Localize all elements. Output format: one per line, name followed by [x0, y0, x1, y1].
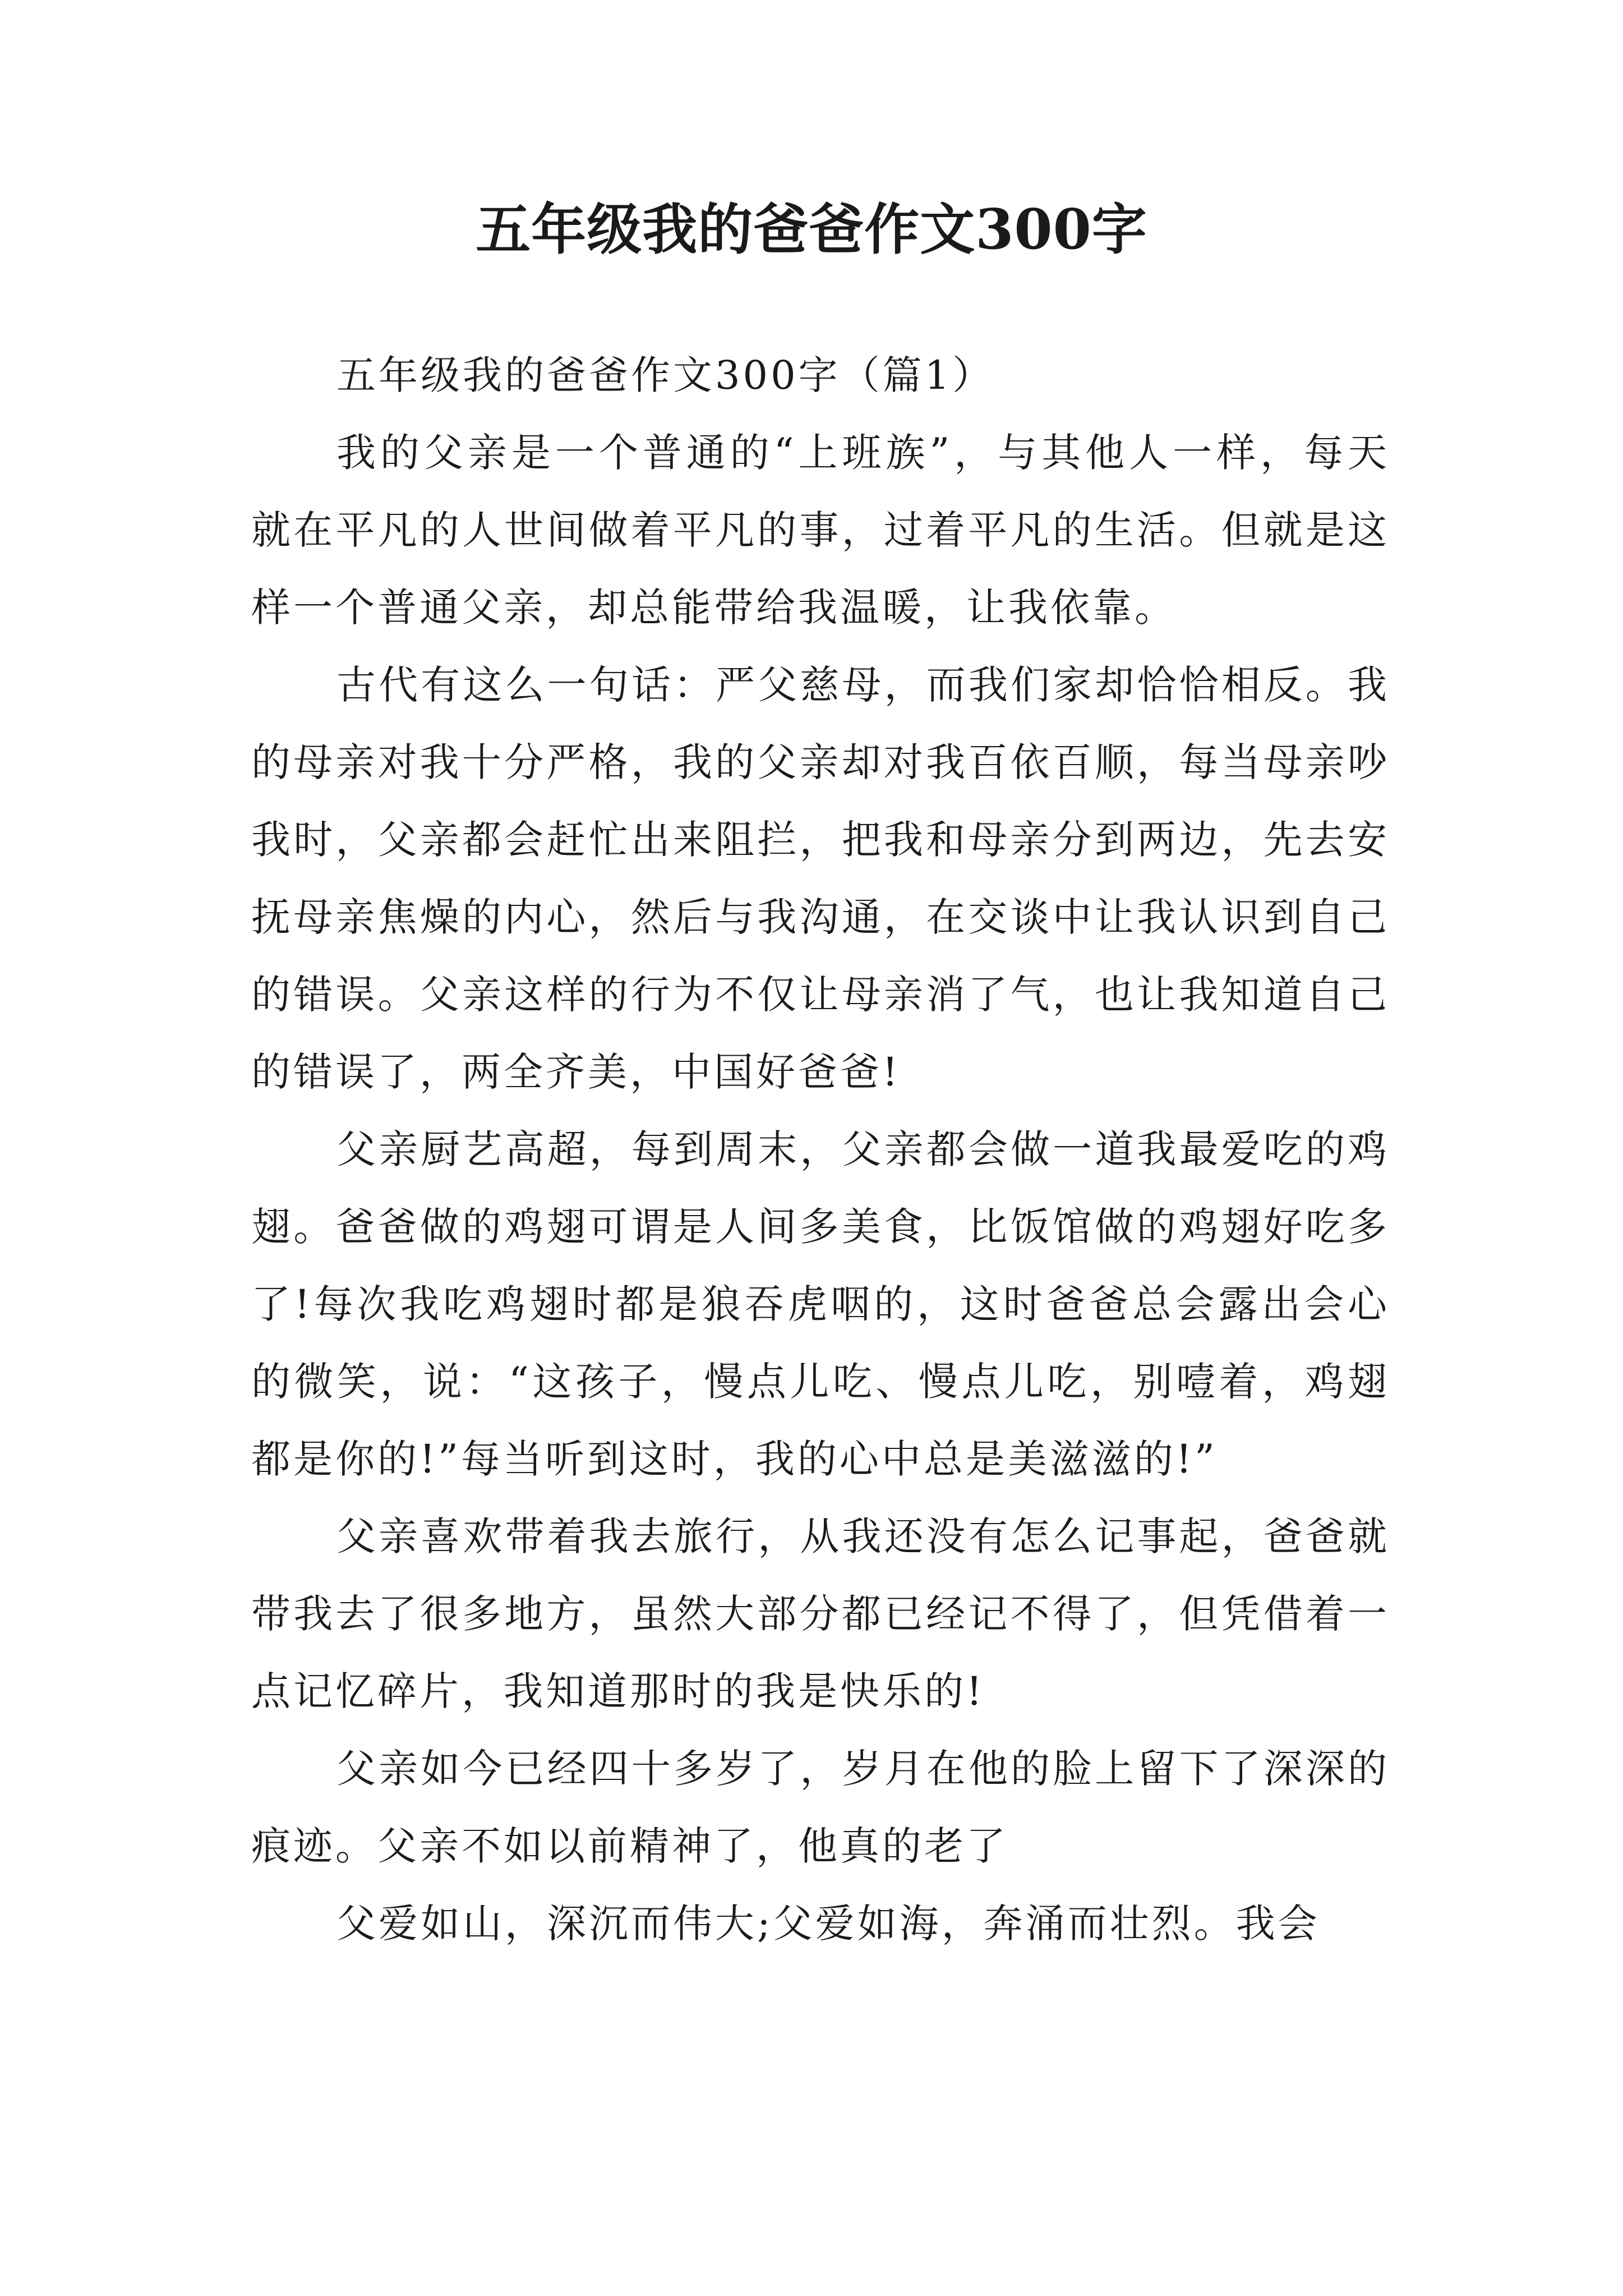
paragraph: 父亲如今已经四十多岁了，岁月在他的脸上留下了深深的痕迹。父亲不如以前精神了，他真的老了: [251, 1746, 1390, 1869]
document-title: 五年级我的爸爸作文300字: [476, 197, 1147, 262]
paragraph: 古代有这么一句话：严父慈母，而我们家却恰恰相反。我的母亲对我十分严格，我的父亲却对我百依百顺，每当母亲吵我时，父亲都会赶忙出来阻拦，把我和母亲分到两边，先去安抚母亲焦燥的内心，然后与我沟通，在交谈中让我认识到自己的错误。父亲这样的行为不仅让母亲消了气，也让我知道自己的错误了，两全齐美，中国好爸爸!: [251, 662, 1390, 1095]
paragraph: 父亲厨艺高超，每到周末，父亲都会做一道我最爱吃的鸡翅。爸爸做的鸡翅可谓是人间多美食，比饭馆做的鸡翅好吃多了!每次我吃鸡翅时都是狼吞虎咽的，这时爸爸总会露出会心的微笑，说：“这孩子，慢点儿吃、慢点儿吃，别噎着，鸡翅都是你的!”每当听到这时，我的心中总是美滋滋的!”: [251, 1126, 1390, 1482]
paragraph: 父亲喜欢带着我去旅行，从我还没有怎么记事起，爸爸就带我去了很多地方，虽然大部分都已经记不得了，但凭借着一点记忆碎片，我知道那时的我是快乐的!: [251, 1513, 1390, 1714]
paragraph-heading: 五年级我的爸爸作文300字（篇1）: [336, 352, 995, 398]
document-body: [251, 337, 1390, 1962]
paragraph: 父爱如山，深沉而伟大;父爱如海，奔涌而壮烈。我会: [336, 1901, 1320, 1947]
paragraph: 我的父亲是一个普通的“上班族”，与其他人一样，每天就在平凡的人世间做着平凡的事，过着平凡的生活。但就是这样一个普通父亲，却总能带给我温暖，让我依靠。: [251, 430, 1390, 631]
